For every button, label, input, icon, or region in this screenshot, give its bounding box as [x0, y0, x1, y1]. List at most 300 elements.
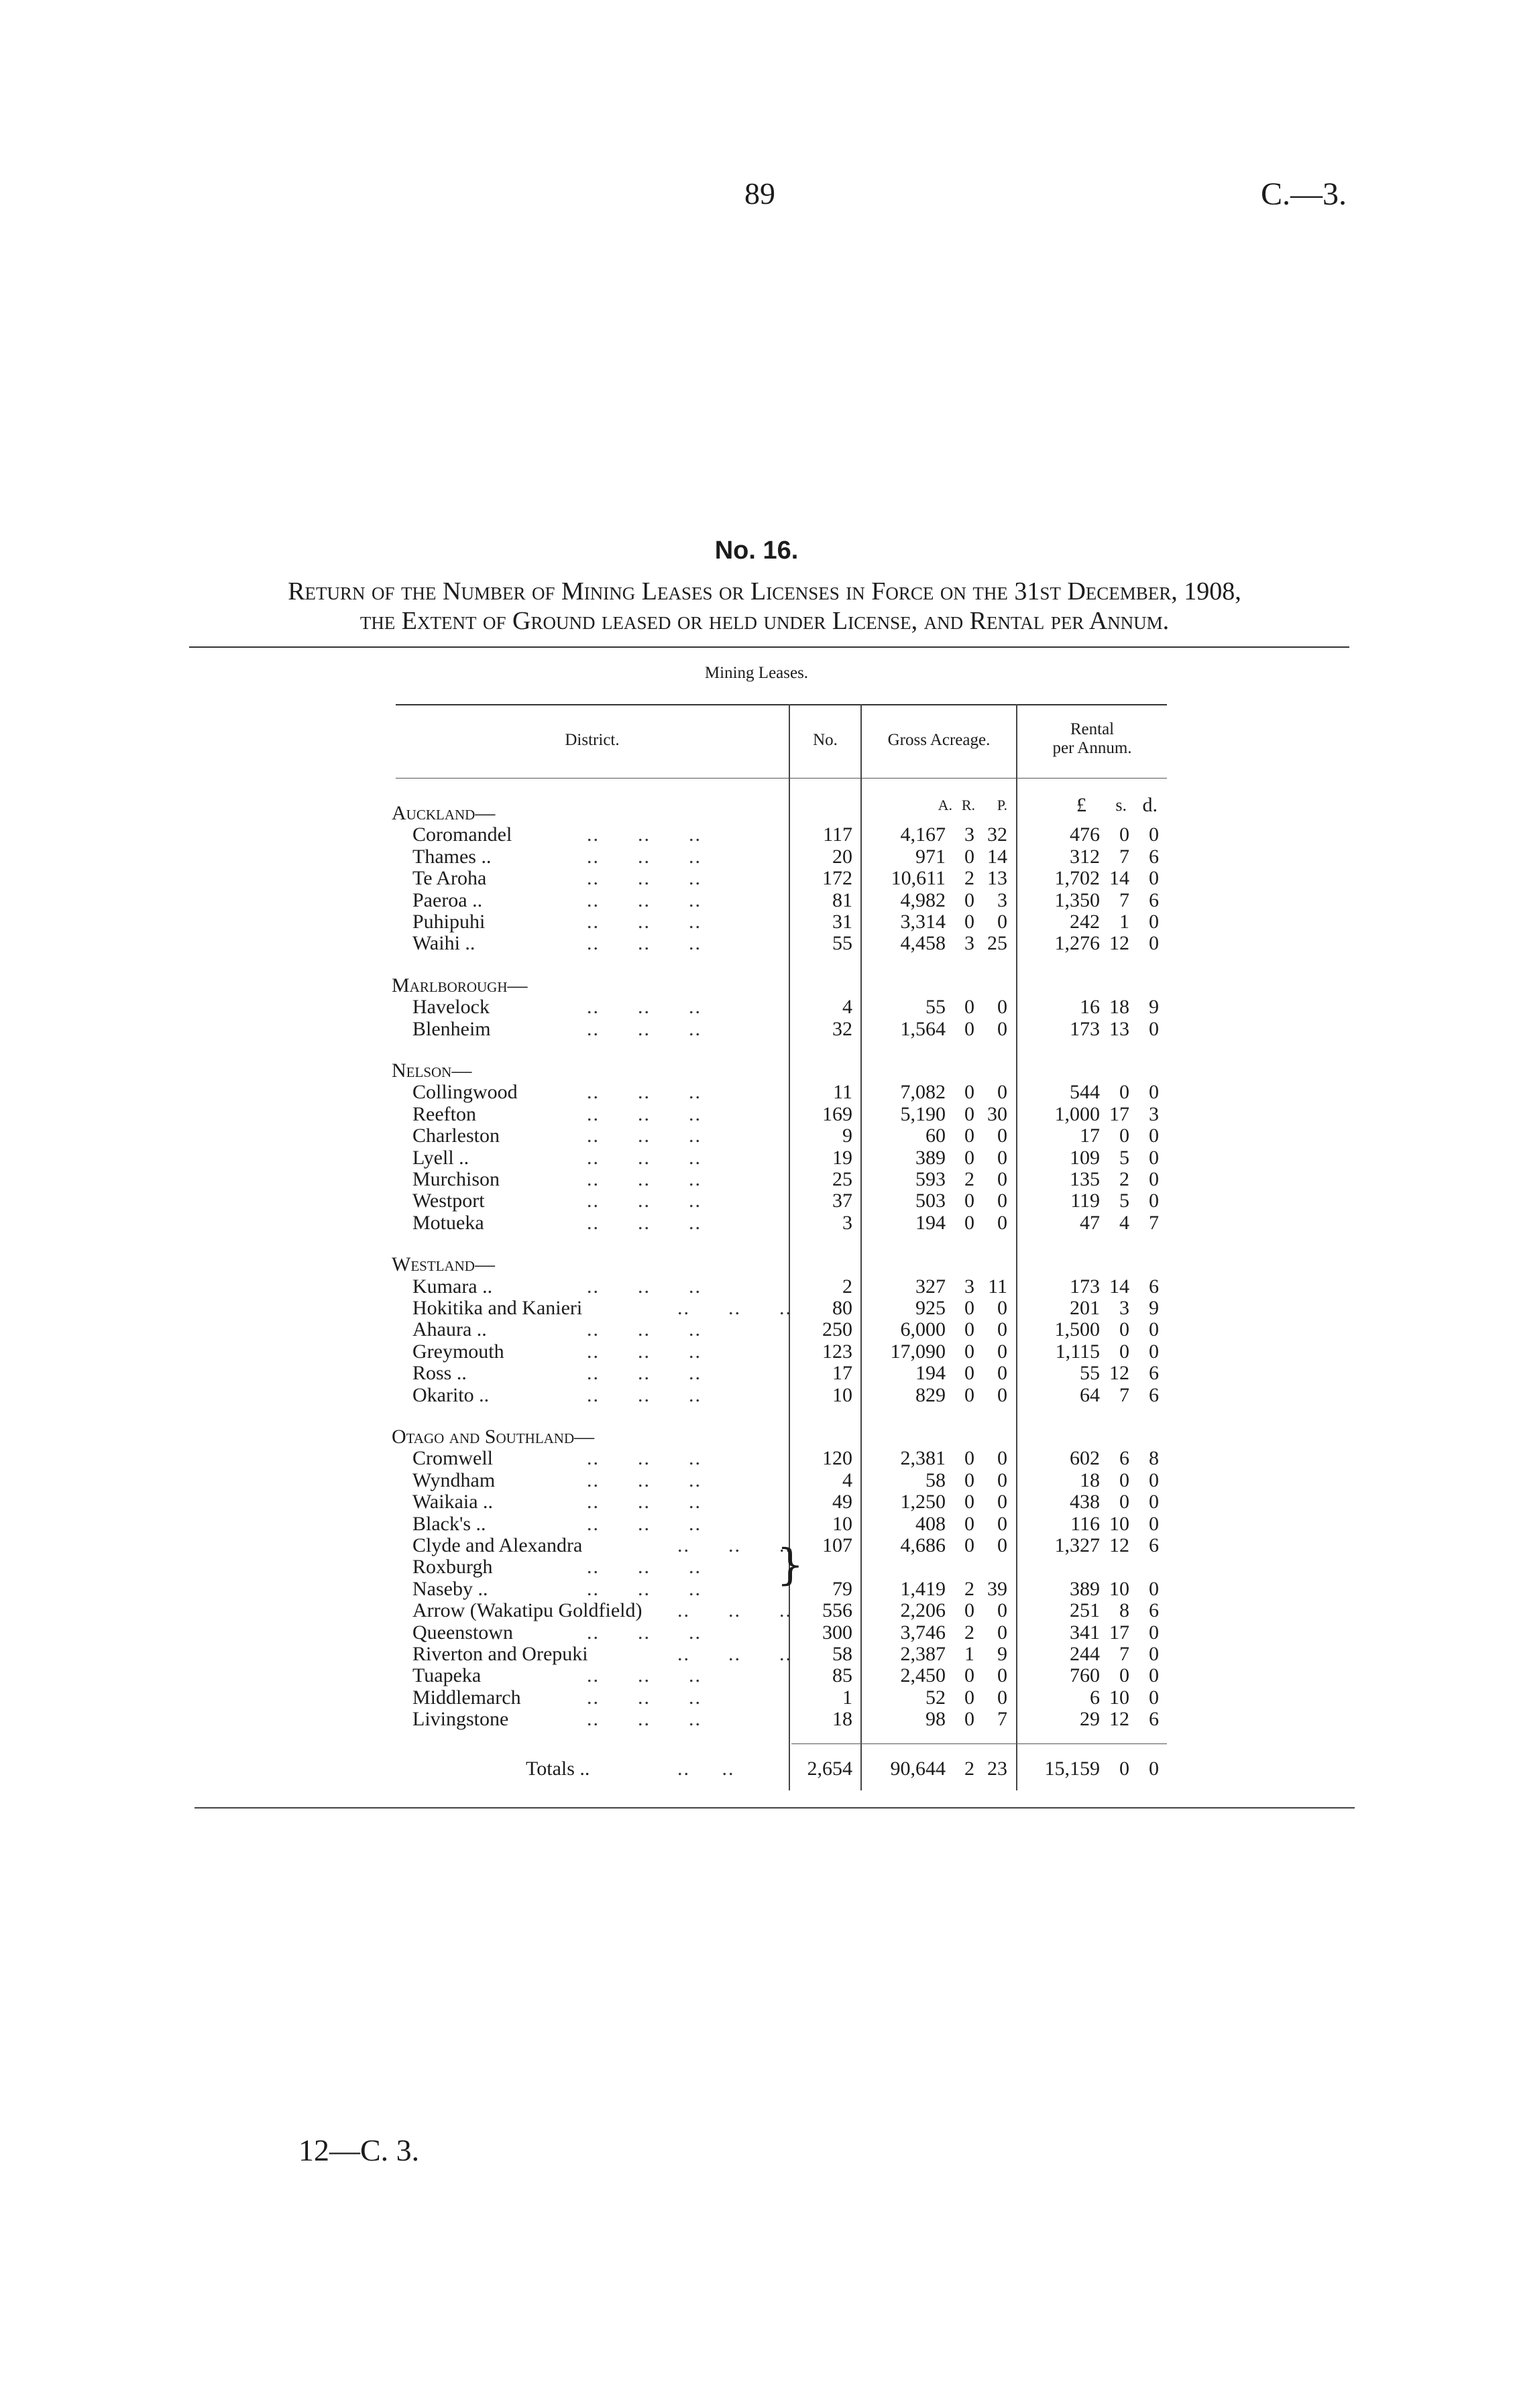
- acres: 7,082: [900, 1081, 946, 1104]
- leader-dots: .. .. ..: [587, 1340, 702, 1363]
- rental-pounds: 242: [1070, 911, 1100, 933]
- rental-shillings: 1: [1119, 911, 1129, 933]
- rental-pounds: 29: [1080, 1708, 1100, 1731]
- perches: 11: [988, 1275, 1007, 1298]
- acres: 2,450: [900, 1664, 946, 1687]
- count-no: 300: [822, 1621, 852, 1644]
- count-no: 123: [822, 1340, 852, 1363]
- roods: 0: [964, 1125, 974, 1147]
- roods: 0: [964, 1599, 974, 1622]
- district-name: Tuapeka: [412, 1664, 482, 1687]
- roods: 2: [964, 867, 974, 890]
- rental-pounds: 17: [1080, 1125, 1100, 1147]
- leader-dots: .. .. ..: [587, 1318, 702, 1341]
- acres: 971: [915, 845, 946, 868]
- rental-shillings: 10: [1109, 1577, 1129, 1600]
- acres: 58: [926, 1469, 946, 1491]
- perches: 0: [997, 1081, 1007, 1104]
- header-acreage: Gross Acreage.: [887, 731, 991, 749]
- rental-pounds: 1,327: [1054, 1534, 1100, 1556]
- rental-shillings: 7: [1119, 888, 1129, 911]
- rental-pounds: 760: [1070, 1664, 1100, 1687]
- district-name: Riverton and Orepuki: [412, 1643, 588, 1665]
- count-no: 1: [842, 1686, 852, 1709]
- table-row: [0, 1687, 1513, 1709]
- district-name: Collingwood: [412, 1081, 518, 1104]
- perches: 0: [997, 1190, 1007, 1212]
- rental-pence: 6: [1149, 1599, 1159, 1622]
- header-rule: [396, 778, 1167, 779]
- roods: 0: [964, 1534, 974, 1556]
- acres: 5,190: [900, 1102, 946, 1125]
- rental-shillings: 14: [1109, 1275, 1129, 1298]
- perches: 0: [997, 1362, 1007, 1385]
- rental-shillings: 0: [1119, 1664, 1129, 1687]
- table-row: [0, 1276, 1513, 1298]
- leader-dots: .. .. ..: [587, 1017, 702, 1040]
- rental-pounds: 251: [1070, 1599, 1100, 1622]
- acres: 4,982: [900, 888, 946, 911]
- acres: 503: [915, 1190, 946, 1212]
- rental-pounds: 438: [1070, 1491, 1100, 1513]
- roods: 2: [964, 1168, 974, 1190]
- rental-shillings: 17: [1109, 1102, 1129, 1125]
- roods: 0: [964, 845, 974, 868]
- district-name: Hokitika and Kanieri: [412, 1297, 583, 1319]
- count-no: 25: [832, 1168, 852, 1190]
- rental-shillings: 7: [1119, 845, 1129, 868]
- table-row: [0, 1363, 1513, 1384]
- perches: 0: [997, 1168, 1007, 1190]
- rental-pounds: 389: [1070, 1577, 1100, 1600]
- district-name: Clyde and Alexandra: [412, 1534, 583, 1556]
- section-heading-row: [0, 1060, 1513, 1082]
- rental-shillings: 4: [1119, 1211, 1129, 1234]
- unit-acres: A.: [938, 797, 952, 813]
- table-row: [0, 1665, 1513, 1686]
- rental-pounds: 1,276: [1054, 932, 1100, 955]
- rental-pounds: 173: [1070, 1275, 1100, 1298]
- table-row: [0, 1709, 1513, 1730]
- unit-pounds: £: [1076, 794, 1086, 816]
- rental-pence: 0: [1149, 1469, 1159, 1491]
- roods: 1: [964, 1643, 974, 1665]
- caption-line-1: Return of the Number of Mining Leases or Licenses in Force on the 31st December, 1908,: [288, 577, 1241, 606]
- district-name: Puhipuhi: [412, 911, 486, 933]
- leader-dots: .. .. ..: [587, 823, 702, 846]
- rental-pence: 0: [1149, 1017, 1159, 1040]
- perches: 3: [997, 888, 1007, 911]
- count-no: 10: [832, 1383, 852, 1406]
- rental-pounds: 244: [1070, 1643, 1100, 1665]
- count-no: 32: [832, 1017, 852, 1040]
- table-row: [0, 1319, 1513, 1340]
- table-row: [0, 890, 1513, 911]
- district-name: Waihi ..: [412, 932, 475, 955]
- leader-dots: .. .. ..: [587, 1146, 702, 1169]
- table-row: [0, 1644, 1513, 1665]
- roods: 0: [964, 1447, 974, 1470]
- leader-dots: .. .. ..: [587, 845, 702, 868]
- count-no: 107: [822, 1534, 852, 1556]
- count-no: 49: [832, 1491, 852, 1513]
- roods: 0: [964, 1383, 974, 1406]
- district-name: Havelock: [412, 996, 490, 1019]
- leader-dots: .. .. ..: [587, 1664, 702, 1687]
- count-no: 81: [832, 888, 852, 911]
- perches: 14: [987, 845, 1007, 868]
- rental-shillings: 2: [1119, 1168, 1129, 1190]
- count-no: 19: [832, 1146, 852, 1169]
- rental-shillings: 0: [1119, 1125, 1129, 1147]
- acres: 98: [926, 1708, 946, 1731]
- rental-pence: 0: [1149, 1686, 1159, 1709]
- rental-pence: 0: [1149, 1491, 1159, 1513]
- perches: 0: [997, 1491, 1007, 1513]
- rental-pounds: 173: [1070, 1017, 1100, 1040]
- rental-pence: 0: [1149, 1146, 1159, 1169]
- leader-dots: .. .. ..: [587, 1512, 702, 1535]
- rental-pence: 7: [1149, 1211, 1159, 1234]
- unit-perches: P.: [997, 797, 1007, 813]
- rental-pence: 6: [1149, 1362, 1159, 1385]
- leader-dots: .. .. ..: [587, 932, 702, 955]
- table-row: [0, 1535, 1513, 1556]
- rental-pounds: 47: [1080, 1211, 1100, 1234]
- section-heading-row: [0, 1254, 1513, 1275]
- leader-dots: .. ..: [677, 1758, 735, 1780]
- leader-dots: .. .. ..: [677, 1534, 792, 1556]
- brace-icon: }: [777, 1540, 804, 1590]
- rental-shillings: 3: [1119, 1297, 1129, 1319]
- count-no: 250: [822, 1318, 852, 1341]
- table-row: [0, 1513, 1513, 1535]
- count-no: 17: [832, 1362, 852, 1385]
- leader-dots: .. .. ..: [587, 1556, 702, 1579]
- count-no: 3: [842, 1211, 852, 1234]
- section-heading: Marlborough—: [392, 974, 528, 996]
- acres: 55: [926, 996, 946, 1019]
- table-row: [0, 1470, 1513, 1491]
- perches: 9: [997, 1643, 1007, 1665]
- district-name: Black's ..: [412, 1512, 486, 1535]
- roods: 0: [964, 996, 974, 1019]
- leader-dots: .. .. ..: [587, 1102, 702, 1125]
- table-row: [0, 1600, 1513, 1621]
- perches: 32: [987, 823, 1007, 846]
- acres: 60: [926, 1125, 946, 1147]
- count-no: 20: [832, 845, 852, 868]
- count-no: 10: [832, 1512, 852, 1535]
- count-no: 31: [832, 911, 852, 933]
- leader-dots: .. .. ..: [587, 1211, 702, 1234]
- leader-dots: .. .. ..: [677, 1643, 792, 1665]
- roods: 3: [964, 932, 974, 955]
- table-row: [0, 1385, 1513, 1406]
- table-subtitle: Mining Leases.: [704, 664, 809, 682]
- roods: 0: [964, 1340, 974, 1363]
- acres: 2,387: [900, 1643, 946, 1665]
- rental-pounds: 135: [1070, 1168, 1100, 1190]
- table-row: [0, 1125, 1513, 1147]
- perches: 0: [997, 1599, 1007, 1622]
- leader-dots: .. .. ..: [587, 1275, 702, 1298]
- leader-dots: .. .. ..: [677, 1599, 792, 1622]
- count-no: 58: [832, 1643, 852, 1665]
- perches: 0: [997, 1146, 1007, 1169]
- section-heading-row: [0, 1426, 1513, 1448]
- rental-shillings: 10: [1109, 1512, 1129, 1535]
- table-row: [0, 1082, 1513, 1103]
- rental-pounds: 1,500: [1054, 1318, 1100, 1341]
- perches: 0: [997, 1211, 1007, 1234]
- count-no: 556: [822, 1599, 852, 1622]
- totals-roods: 2: [964, 1758, 974, 1780]
- perches: 0: [997, 1664, 1007, 1687]
- footer-reference: 12—C. 3.: [298, 2133, 420, 2167]
- header-rental-line-2: per Annum.: [1052, 739, 1132, 757]
- rental-pounds: 201: [1070, 1297, 1100, 1319]
- roods: 0: [964, 888, 974, 911]
- table-bottom-rule: [194, 1807, 1355, 1809]
- perches: 0: [997, 1686, 1007, 1709]
- perches: 0: [997, 1469, 1007, 1491]
- table-row: [0, 846, 1513, 868]
- rental-pounds: 312: [1070, 845, 1100, 868]
- roods: 0: [964, 1686, 974, 1709]
- rental-shillings: 0: [1119, 1340, 1129, 1363]
- table-row: [0, 1104, 1513, 1125]
- acres: 389: [915, 1146, 946, 1169]
- district-name: Kumara ..: [412, 1275, 493, 1298]
- rental-pence: 0: [1149, 1512, 1159, 1535]
- table-row: [0, 1622, 1513, 1644]
- rental-pounds: 119: [1070, 1190, 1100, 1212]
- count-no: 80: [832, 1297, 852, 1319]
- acres: 6,000: [900, 1318, 946, 1341]
- caption-rule: [189, 646, 1349, 648]
- perches: 0: [997, 1318, 1007, 1341]
- perches: 0: [997, 1534, 1007, 1556]
- count-no: 18: [832, 1708, 852, 1731]
- roods: 0: [964, 1362, 974, 1385]
- roods: 3: [964, 823, 974, 846]
- table-row: [0, 1556, 1513, 1578]
- rental-shillings: 5: [1119, 1190, 1129, 1212]
- count-no: 11: [833, 1081, 852, 1104]
- district-name: Lyell ..: [412, 1146, 469, 1169]
- section-heading: Otago and Southland—: [392, 1426, 595, 1448]
- rental-pounds: 544: [1070, 1081, 1100, 1104]
- leader-dots: .. .. ..: [587, 888, 702, 911]
- table-row: [0, 1579, 1513, 1600]
- count-no: 55: [832, 932, 852, 955]
- district-name: Charleston: [412, 1125, 500, 1147]
- rental-shillings: 12: [1109, 1534, 1129, 1556]
- rental-pence: 0: [1149, 1081, 1159, 1104]
- totals-perches: 23: [987, 1758, 1007, 1780]
- table-row: [0, 996, 1513, 1018]
- rental-pence: 6: [1149, 1534, 1159, 1556]
- rental-shillings: 0: [1119, 1081, 1129, 1104]
- table-row: [0, 933, 1513, 954]
- acres: 194: [915, 1362, 946, 1385]
- rental-pence: 6: [1149, 1708, 1159, 1731]
- acres: 17,090: [890, 1340, 946, 1363]
- rental-pounds: 1,702: [1054, 867, 1100, 890]
- roods: 0: [964, 1318, 974, 1341]
- leader-dots: .. .. ..: [587, 1190, 702, 1212]
- rental-shillings: 12: [1109, 1362, 1129, 1385]
- rental-pounds: 1,350: [1054, 888, 1100, 911]
- rental-pence: 6: [1149, 1383, 1159, 1406]
- acres: 1,250: [900, 1491, 946, 1513]
- rental-pence: 0: [1149, 1125, 1159, 1147]
- rental-pence: 9: [1149, 996, 1159, 1019]
- totals-label: Totals ..: [526, 1758, 590, 1780]
- count-no: 79: [832, 1577, 852, 1600]
- roods: 2: [964, 1621, 974, 1644]
- acres: 408: [915, 1512, 946, 1535]
- district-name: Arrow (Wakatipu Goldfield): [412, 1599, 642, 1622]
- count-no: 37: [832, 1190, 852, 1212]
- rental-shillings: 8: [1119, 1599, 1129, 1622]
- rental-shillings: 12: [1109, 1708, 1129, 1731]
- rental-pence: 0: [1149, 911, 1159, 933]
- table-row: [0, 1448, 1513, 1469]
- district-name: Roxburgh: [412, 1556, 493, 1579]
- rental-pounds: 6: [1090, 1686, 1100, 1709]
- district-name: Reefton: [412, 1102, 476, 1125]
- acres: 2,381: [900, 1447, 946, 1470]
- rental-pence: 0: [1149, 823, 1159, 846]
- perches: 7: [997, 1708, 1007, 1731]
- totals-rule: [791, 1743, 1167, 1744]
- totals-no: 2,654: [807, 1758, 852, 1780]
- roods: 0: [964, 1512, 974, 1535]
- rental-shillings: 18: [1109, 996, 1129, 1019]
- district-name: Westport: [412, 1190, 485, 1212]
- table-row: [0, 1491, 1513, 1513]
- totals-pounds: 15,159: [1044, 1758, 1100, 1780]
- section-heading: Auckland—: [392, 802, 496, 824]
- table-row: [0, 1341, 1513, 1363]
- leader-dots: .. .. ..: [587, 1708, 702, 1731]
- acres: 593: [915, 1168, 946, 1190]
- table-row: [0, 1169, 1513, 1190]
- rental-pounds: 602: [1070, 1447, 1100, 1470]
- perches: 13: [987, 867, 1007, 890]
- leader-dots: .. .. ..: [587, 1469, 702, 1491]
- perches: 0: [997, 911, 1007, 933]
- rental-pounds: 1,115: [1055, 1340, 1100, 1363]
- acres: 3,314: [900, 911, 946, 933]
- leader-dots: .. .. ..: [587, 1081, 702, 1104]
- district-name: Naseby ..: [412, 1577, 488, 1600]
- rental-pounds: 1,000: [1054, 1102, 1100, 1125]
- rental-pence: 0: [1149, 1168, 1159, 1190]
- acres: 1,564: [900, 1017, 946, 1040]
- district-name: Okarito ..: [412, 1383, 490, 1406]
- leader-dots: .. .. ..: [587, 1383, 702, 1406]
- rental-shillings: 14: [1109, 867, 1129, 890]
- leader-dots: .. .. ..: [677, 1297, 792, 1319]
- district-name: Cromwell: [412, 1447, 493, 1470]
- rental-shillings: 17: [1109, 1621, 1129, 1644]
- roods: 3: [964, 1275, 974, 1298]
- rental-pounds: 16: [1080, 996, 1100, 1019]
- rental-pence: 0: [1149, 1577, 1159, 1600]
- rental-shillings: 0: [1119, 823, 1129, 846]
- perches: 0: [997, 1512, 1007, 1535]
- table-row: [0, 868, 1513, 889]
- perches: 0: [997, 1447, 1007, 1470]
- rental-pence: 0: [1149, 1190, 1159, 1212]
- totals-row: [0, 1758, 1513, 1780]
- rental-pence: 6: [1149, 1275, 1159, 1298]
- header-rental: [1017, 720, 1167, 758]
- table-row: [0, 1147, 1513, 1169]
- leader-dots: .. .. ..: [587, 1577, 702, 1600]
- totals-acres: 90,644: [890, 1758, 946, 1780]
- perches: 0: [997, 1340, 1007, 1363]
- rental-pence: 9: [1149, 1297, 1159, 1319]
- district-name: Motueka: [412, 1211, 484, 1234]
- perches: 0: [997, 1297, 1007, 1319]
- section-heading: Nelson—: [392, 1059, 472, 1082]
- header-no: No.: [813, 731, 838, 749]
- acres: 829: [915, 1383, 946, 1406]
- acres: 52: [926, 1686, 946, 1709]
- acres: 1,419: [900, 1577, 946, 1600]
- rental-pence: 0: [1149, 1643, 1159, 1665]
- leader-dots: .. .. ..: [587, 996, 702, 1019]
- rental-pounds: 64: [1080, 1383, 1100, 1406]
- rental-shillings: 0: [1119, 1469, 1129, 1491]
- acres: 4,686: [900, 1534, 946, 1556]
- perches: 0: [997, 996, 1007, 1019]
- count-no: 85: [832, 1664, 852, 1687]
- count-no: 2: [842, 1275, 852, 1298]
- district-name: Wyndham: [412, 1469, 496, 1491]
- count-no: 172: [822, 867, 852, 890]
- count-no: 9: [842, 1125, 852, 1147]
- count-no: 4: [842, 996, 852, 1019]
- leader-dots: .. .. ..: [587, 1491, 702, 1513]
- perches: 25: [987, 932, 1007, 955]
- perches: 0: [997, 1017, 1007, 1040]
- acres: 4,167: [900, 823, 946, 846]
- page-number: 89: [744, 176, 775, 211]
- roods: 0: [964, 1102, 974, 1125]
- rental-shillings: 12: [1109, 932, 1129, 955]
- roods: 2: [964, 1577, 974, 1600]
- district-name: Livingstone: [412, 1708, 509, 1731]
- roods: 0: [964, 1708, 974, 1731]
- count-no: 4: [842, 1469, 852, 1491]
- unit-pence: d.: [1142, 794, 1158, 816]
- rental-shillings: 7: [1119, 1643, 1129, 1665]
- perches: 30: [987, 1102, 1007, 1125]
- rental-pounds: 116: [1070, 1512, 1100, 1535]
- document-reference: C.—3.: [1261, 176, 1347, 212]
- rental-pounds: 476: [1070, 823, 1100, 846]
- totals-shillings: 0: [1119, 1758, 1129, 1780]
- totals-pence: 0: [1149, 1758, 1159, 1780]
- rental-pence: 6: [1149, 845, 1159, 868]
- leader-dots: .. .. ..: [587, 1125, 702, 1147]
- roods: 0: [964, 1146, 974, 1169]
